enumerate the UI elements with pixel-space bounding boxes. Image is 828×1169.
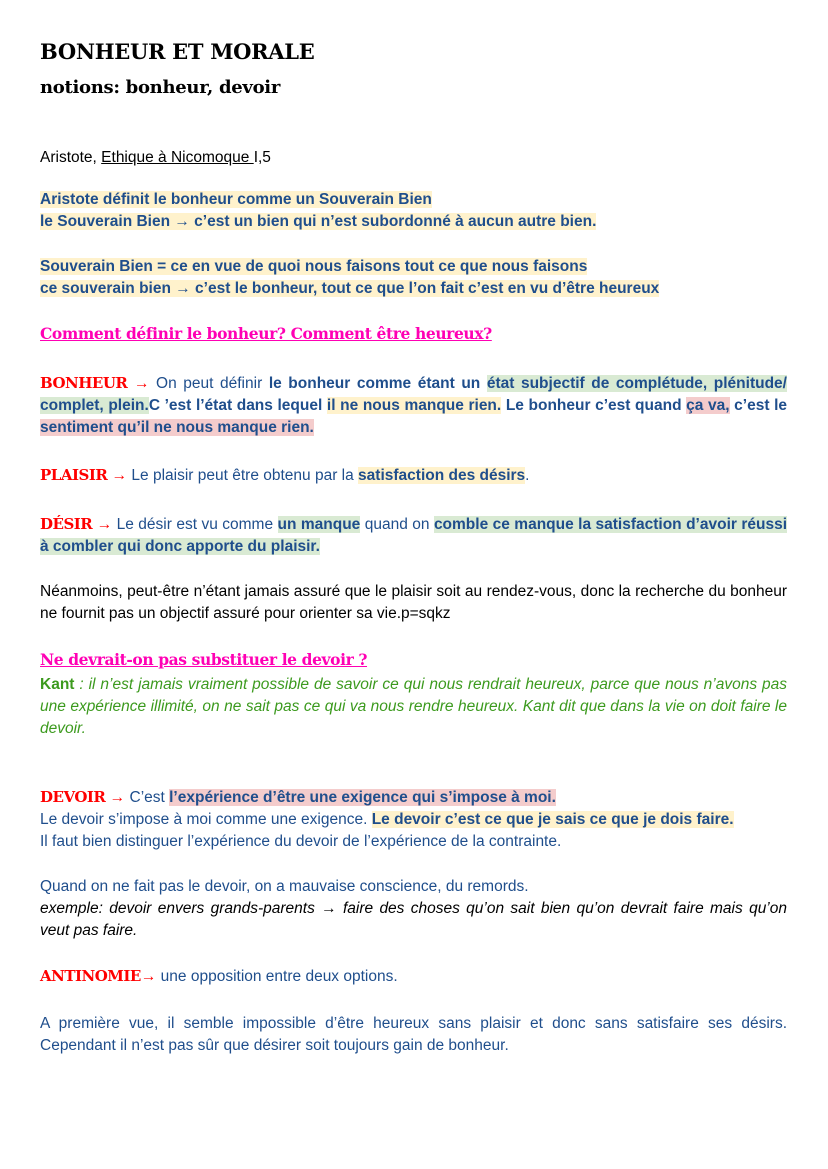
section-heading-devoir [40, 649, 787, 672]
term-label: BONHEUR [40, 374, 128, 392]
text-segment: comble ce manque la satisfaction d’avoir réussi à combler qui donc apporte du plaisir. [40, 516, 788, 555]
text-segment: Ethique à Nicomoque [101, 149, 254, 166]
arrow-icon: → [92, 516, 117, 533]
arrow-icon: → [107, 467, 132, 484]
text-segment: notions: bonheur, devoir [40, 77, 281, 98]
text-segment: quand on [360, 516, 434, 533]
source-reference [40, 147, 787, 169]
paragraph-neanmoins [40, 581, 787, 625]
paragraph-premiere-vue [40, 1013, 787, 1057]
paragraph-kant [40, 674, 787, 740]
text-segment: On peut définir [156, 375, 269, 392]
text-segment: Il faut bien distinguer l’expérience du devoir de l’expérience de la contrainte. [40, 833, 562, 850]
term-label: PLAISIR [40, 466, 108, 484]
text-segment: ce souverain bien → c’est le bonheur, tout ce que l’on fait c’est en vu d’être heureux [40, 280, 660, 297]
section-heading-definir-bonheur [40, 323, 787, 346]
text-segment: Aristote, [40, 149, 102, 166]
paragraph-exemple [40, 898, 787, 942]
text-segment: Le désir est vu comme [116, 516, 278, 533]
text-segment: Aristote définit le bonheur comme un Souverain Bien [40, 191, 432, 208]
text-segment: Le devoir c’est ce que je sais ce que je dois faire. [371, 811, 734, 828]
paragraph-antinomie [40, 965, 787, 988]
text-segment: C’est [129, 789, 170, 806]
arrow-icon: → [127, 375, 157, 392]
term-label: ANTINOMIE [40, 967, 141, 985]
text-segment: c’est le [729, 397, 788, 414]
paragraph-souverain-bien [40, 189, 787, 233]
arrow-icon: → [140, 968, 161, 985]
text-segment: une opposition entre deux options. [160, 968, 398, 985]
text-segment: le bonheur comme étant un [268, 375, 487, 392]
text-segment: le Souverain Bien → c’est un bien qui n’est subordonné à aucun autre bien. [40, 213, 597, 230]
paragraph-desir [40, 513, 787, 558]
text-segment: Le devoir s’impose à moi comme une exigence. [40, 811, 372, 828]
term-label: DÉSIR [40, 515, 93, 533]
text-segment: A première vue, il semble impossible d’être heureux sans plaisir et donc sans satisfaire ses désirs. Cependant il n’est pas sûr que désirer soit toujours gain de bonheur. [40, 1015, 787, 1054]
paragraph-devoir [40, 786, 787, 853]
text-segment: exemple: devoir envers grands-parents → faire des choses qu’on sait bien qu’on devrait faire mais qu’on veut pas faire. [40, 900, 787, 939]
text-segment: . [525, 467, 530, 484]
text-segment: : il n’est jamais vraiment possible de savoir ce qui nous rendrait heureux, parce que nous n’avons pas une expérience illimité, on ne sait pas ce qui va nous rendre heureux. Kant dit que dans la vie on doit faire le devoir. [40, 676, 787, 737]
text-segment: il ne nous manque rien. [326, 397, 502, 414]
document-title [40, 37, 787, 67]
document-subtitle [40, 75, 787, 101]
paragraph-plaisir [40, 464, 787, 487]
text-segment: I,5 [253, 149, 271, 166]
text-segment: Quand on ne fait pas le devoir, on a mauvaise conscience, du remords. [40, 878, 529, 895]
text-segment: satisfaction des désirs [358, 467, 526, 484]
text-segment: l’expérience d’être une exigence qui s’impose à moi. [169, 789, 556, 806]
text-segment: Ne devrait-on pas substituer le devoir ? [40, 650, 368, 669]
text-segment: BONHEUR ET MORALE [40, 39, 315, 64]
paragraph-bonheur [40, 372, 787, 439]
text-segment: un manque [277, 516, 361, 533]
text-segment: Néanmoins, peut-être n’étant jamais assuré que le plaisir soit au rendez-vous, donc la recherche du bonheur ne fournit pas un objectif assuré pour orienter sa vie.p=sqkz [40, 583, 787, 622]
text-segment: Le bonheur c’est quand [501, 397, 687, 414]
text-segment: Le plaisir peut être obtenu par la [131, 467, 359, 484]
term-label: DEVOIR [40, 788, 106, 806]
text-segment: Souverain Bien = ce en vue de quoi nous faisons tout ce que nous faisons [40, 258, 588, 275]
text-segment: état subjectif de complétude, plénitude/ complet, plein. [40, 375, 787, 414]
text-segment: Comment définir le bonheur? Comment être heureux? [40, 324, 492, 343]
paragraph-souverain-bien-definition [40, 256, 787, 300]
text-segment: sentiment qu’il ne nous manque rien. [40, 419, 314, 436]
text-segment: ça va, [686, 397, 730, 414]
text-segment: C ’est l’état dans lequel [148, 397, 327, 414]
arrow-icon: → [105, 789, 130, 806]
text-segment: Kant [40, 676, 75, 693]
paragraph-mauvaise-conscience [40, 876, 787, 898]
